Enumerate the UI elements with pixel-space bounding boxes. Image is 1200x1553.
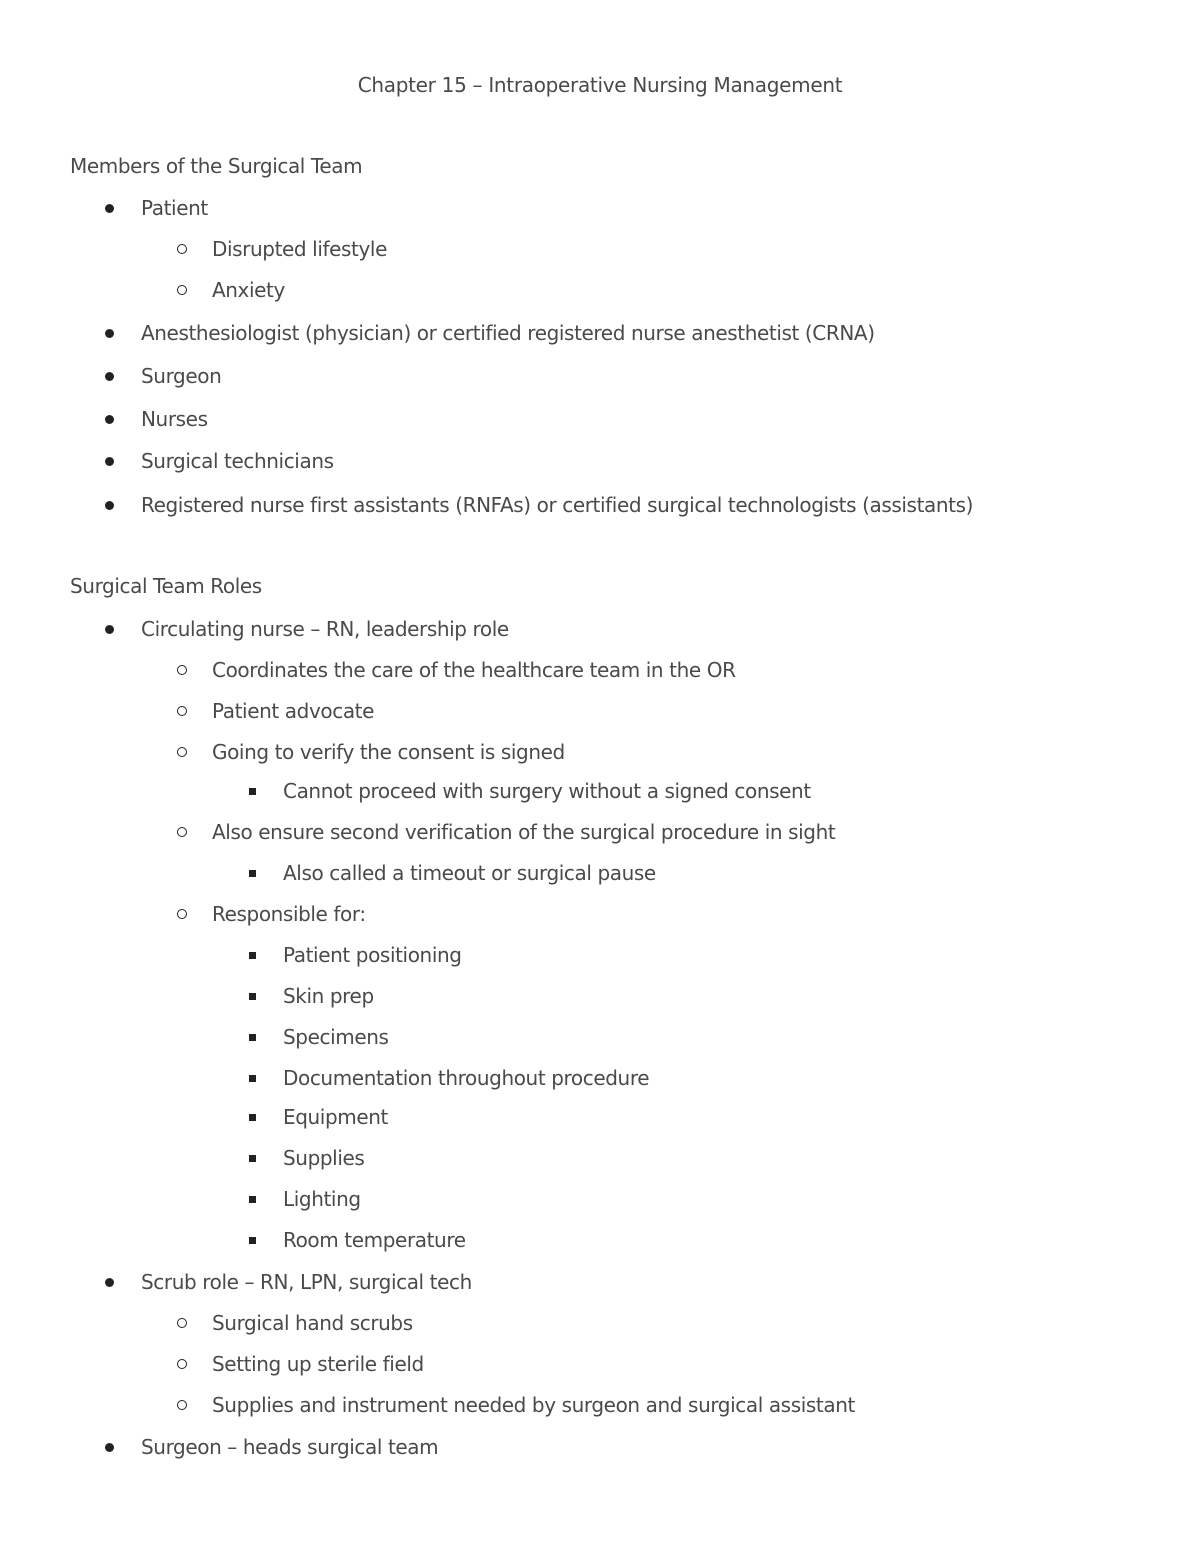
list-item: Supplies and instrument needed by surgeon and surgical assistant — [212, 1393, 855, 1417]
hollow-bullet-icon — [177, 696, 189, 726]
hollow-bullet-icon — [177, 737, 189, 767]
hollow-bullet-icon — [177, 275, 189, 305]
list-item: Patient positioning — [283, 943, 462, 967]
list-item: Patient advocate — [212, 699, 375, 723]
list-item: Skin prep — [283, 984, 374, 1008]
page-title: Chapter 15 – Intraoperative Nursing Management — [357, 73, 843, 97]
list-item: Going to verify the consent is signed — [212, 740, 565, 764]
square-bullet-icon — [249, 858, 257, 888]
square-bullet-icon — [249, 1022, 257, 1052]
list-item: Nurses — [141, 407, 208, 431]
list-item: Surgeon – heads surgical team — [141, 1435, 439, 1459]
filled-bullet-icon — [105, 318, 115, 348]
square-bullet-icon — [249, 1063, 257, 1093]
square-bullet-icon — [249, 1143, 257, 1173]
list-item: Registered nurse first assistants (RNFAs) or certified surgical technologists (assistants) — [141, 493, 974, 517]
list-item: Setting up sterile field — [212, 1352, 424, 1376]
square-bullet-icon — [249, 981, 257, 1011]
list-item: Documentation throughout procedure — [283, 1066, 650, 1090]
filled-bullet-icon — [105, 404, 115, 434]
list-item: Also called a timeout or surgical pause — [283, 861, 656, 885]
hollow-bullet-icon — [177, 1390, 189, 1420]
section-heading: Members of the Surgical Team — [70, 154, 363, 178]
list-item: Surgical technicians — [141, 449, 334, 473]
square-bullet-icon — [249, 1102, 257, 1132]
hollow-bullet-icon — [177, 655, 189, 685]
filled-bullet-icon — [105, 1267, 115, 1297]
hollow-bullet-icon — [177, 1308, 189, 1338]
list-item: Supplies — [283, 1146, 365, 1170]
list-item: Surgeon — [141, 364, 222, 388]
list-item: Cannot proceed with surgery without a signed consent — [283, 779, 811, 803]
hollow-bullet-icon — [177, 899, 189, 929]
hollow-bullet-icon — [177, 1349, 189, 1379]
filled-bullet-icon — [105, 193, 115, 223]
square-bullet-icon — [249, 776, 257, 806]
filled-bullet-icon — [105, 361, 115, 391]
list-item: Responsible for: — [212, 902, 366, 926]
hollow-bullet-icon — [177, 234, 189, 264]
list-item: Anesthesiologist (physician) or certified registered nurse anesthetist (CRNA) — [141, 321, 875, 345]
section-heading: Surgical Team Roles — [70, 574, 262, 598]
square-bullet-icon — [249, 1184, 257, 1214]
list-item: Disrupted lifestyle — [212, 237, 387, 261]
filled-bullet-icon — [105, 614, 115, 644]
square-bullet-icon — [249, 1225, 257, 1255]
list-item: Coordinates the care of the healthcare team in the OR — [212, 658, 736, 682]
list-item: Specimens — [283, 1025, 389, 1049]
list-item: Circulating nurse – RN, leadership role — [141, 617, 509, 641]
list-item: Anxiety — [212, 278, 285, 302]
list-item: Patient — [141, 196, 208, 220]
list-item: Surgical hand scrubs — [212, 1311, 413, 1335]
list-item: Lighting — [283, 1187, 361, 1211]
filled-bullet-icon — [105, 446, 115, 476]
list-item: Scrub role – RN, LPN, surgical tech — [141, 1270, 472, 1294]
list-item: Room temperature — [283, 1228, 466, 1252]
hollow-bullet-icon — [177, 817, 189, 847]
list-item: Equipment — [283, 1105, 388, 1129]
list-item: Also ensure second verification of the surgical procedure in sight — [212, 820, 836, 844]
filled-bullet-icon — [105, 1432, 115, 1462]
square-bullet-icon — [249, 940, 257, 970]
filled-bullet-icon — [105, 490, 115, 520]
